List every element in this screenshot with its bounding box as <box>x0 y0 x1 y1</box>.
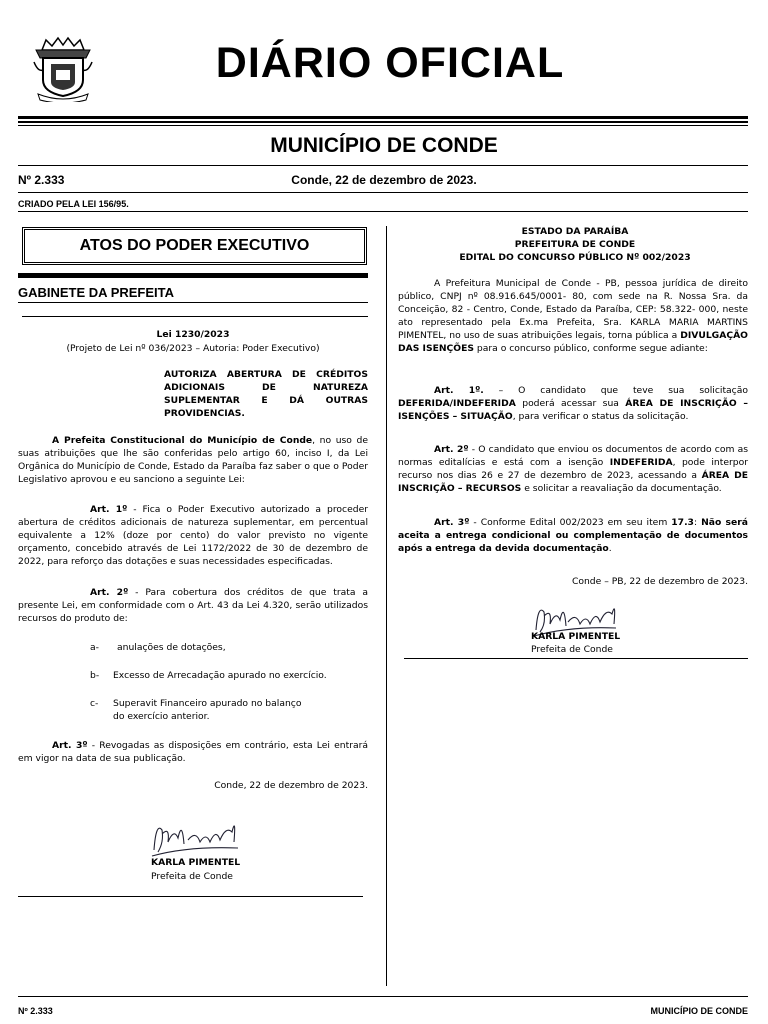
edition-number: Nº 2.333 <box>18 173 65 187</box>
municipal-crest-icon <box>32 36 94 102</box>
edital-art3: Art. 3º - Conforme Edital 002/2023 em seu item 17.3: Não será aceita a entrega condicional ou complementação de documentos após a entrega da devida documentação. <box>398 517 748 554</box>
signer-role-left: Prefeita de Conde <box>151 871 233 882</box>
signature-left <box>148 812 248 860</box>
law-art2: Art. 2º - Para cobertura dos créditos de que trata a presente Lei, em conformidade com o Art. 43 da Lei 4.320, serão utilizados recursos do produto de: <box>18 587 369 624</box>
item-c-text: Superavit Financeiro apurado no balanço do exercício anterior. <box>113 698 302 722</box>
law-title: Lei 1230/2023 <box>156 329 230 340</box>
section-box-executive: ATOS DO PODER EXECUTIVO <box>22 227 367 265</box>
edital-art2: Art. 2º - O candidato que enviou os documentos de acordo com as normas editalícias e está com a isenção INDEFERIDA, pode interpor recurso nos dias 26 e 27 de dezembro de 2023, acessando a ÁREA DE INSCRIÇÃO – RECURSOS e solicitar a reavaliação da documentação. <box>398 444 748 494</box>
law-art1: Art. 1º - Fica o Poder Executivo autorizado a proceder abertura de créditos adicionais de natureza suplementar, em percentual equivalente a 12% (doze por cento) do valor previsto no vigente orçamento, concebido através de Lei 1172/2022 de 30 de dezembro de 2022, para reforço das dotações e suas necessidades especificadas. <box>18 504 369 567</box>
law-summary: AUTORIZA ABERTURA DE CRÉDITOS ADICIONAIS DE NATUREZA SUPLEMENTAR E DÁ OUTRAS PROVIDENCIAS. <box>164 369 368 419</box>
signer-role-right: Prefeita de Conde <box>531 644 613 655</box>
signer-name-right: KARLA PIMENTEL <box>531 631 621 642</box>
footer-edition: Nº 2.333 <box>18 1006 53 1016</box>
item-b-text: Excesso de Arrecadação apurado no exercício. <box>113 670 327 681</box>
law-intro: A Prefeita Constitucional do Município de Conde, no uso de suas atribuições que lhe são conferidas pelo artigo 60, inciso I, da Lei Orgânica do Município de Conde, Estado da Paraíba faz saber o que o Poder Legislativo aprovou e eu sanciono a seguinte Lei: <box>18 435 368 485</box>
edital-header-city: PREFEITURA DE CONDE <box>514 239 636 250</box>
item-a-marker: a- <box>90 642 99 653</box>
item-a-text: anulações de dotações, <box>117 642 226 653</box>
edital-intro: A Prefeitura Municipal de Conde - PB, pessoa jurídica de direito público, CNPJ nº 08.916.645/0001- 80, com sede na R. Nossa Sra. da Conceição, 82 - Centro, Conde, Estado da Paraíba, CEP: 58.322- 000, neste ato representado pela Ex.ma Prefeita, Sra. KARLA MARIA MARTINS PIMENTEL, no uso de suas atribuições legais, torna pública a DIVULGAÇÃO DAS ISENÇÕES para o concurso público, conforme segue adiante: <box>398 278 748 354</box>
edition-date: Conde, 22 de dezembro de 2023. <box>291 173 477 187</box>
masthead-title: DIÁRIO OFICIAL <box>215 39 565 87</box>
office-heading: GABINETE DA PREFEITA <box>18 285 175 300</box>
created-by-law: CRIADO PELA LEI 156/95. <box>18 199 129 209</box>
footer-municipality: MUNICÍPIO DE CONDE <box>650 1006 748 1016</box>
signer-name-left: KARLA PIMENTEL <box>151 857 241 868</box>
edital-art1: Art. 1º. – O candidato que teve sua solicitação DEFERIDA/INDEFERIDA poderá acessar sua ÁREA DE INSCRIÇÃO – ISENÇÕES – SITUAÇÃO, para verificar o status da solicitação. <box>398 385 748 422</box>
municipality-heading: MUNICÍPIO DE CONDE <box>270 134 498 157</box>
law-place-date: Conde, 22 de dezembro de 2023. <box>214 780 368 791</box>
law-art3: Art. 3º - Revogadas as disposições em contrário, esta Lei entrará em vigor na data de sua publicação. <box>18 740 369 764</box>
edital-place-date: Conde – PB, 22 de dezembro de 2023. <box>571 576 748 587</box>
edital-header-state: ESTADO DA PARAÍBA <box>521 226 629 237</box>
law-project: (Projeto de Lei nº 036/2023 – Autoria: Poder Executivo) <box>66 343 320 354</box>
item-b-marker: b- <box>90 670 100 681</box>
edital-header-title: EDITAL DO CONCURSO PÚBLICO Nº 002/2023 <box>459 252 691 263</box>
item-c-marker: c- <box>90 698 99 709</box>
